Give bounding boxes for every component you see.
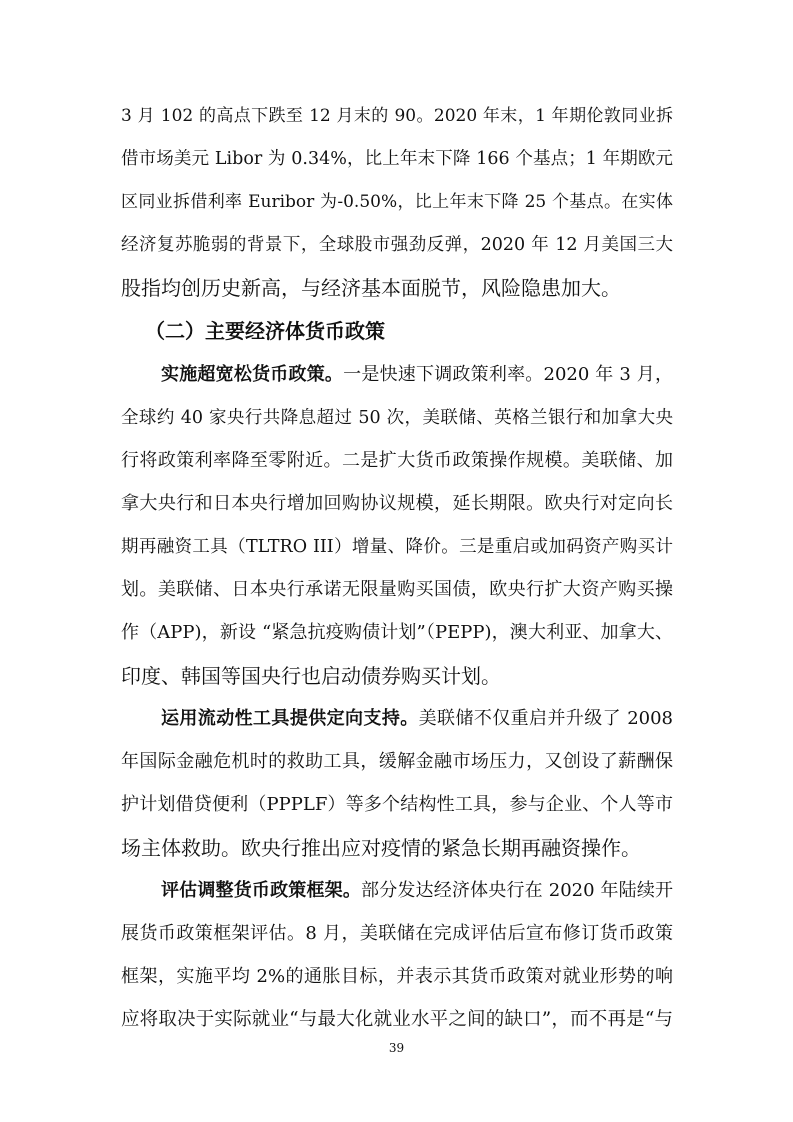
para2-line-1 bbox=[161, 362, 673, 388]
para4-line-4: 应将取决于实际就业“与最大化就业水平之间的缺口”，而不再是“与 bbox=[121, 1009, 673, 1030]
page-number: 39 bbox=[388, 1041, 405, 1055]
para3-lead: 运用流动性工具提供定向支持。 bbox=[161, 708, 419, 729]
para4-line-1 bbox=[161, 878, 673, 904]
para3-first-line-rest: 美联储不仅重启并升级了 2008 bbox=[418, 708, 673, 729]
para2-lead: 实施超宽松货币政策。 bbox=[161, 364, 344, 385]
para4-first-line-rest: 部分发达经济体央行在 2020 年陆续开 bbox=[361, 880, 673, 901]
para3-line-2: 年国际金融危机时的救助工具，缓解金融市场压力，又创设了薪酬保 bbox=[121, 751, 673, 772]
para2-line-7: 作（APP)，新设 “紧急抗疫购债计划”（PEPP)，澳大利亚、加拿大、 bbox=[121, 622, 673, 643]
para1-line-4: 经济复苏脆弱的背景下，全球股市强劲反弹，2020 年 12 月美国三大 bbox=[121, 235, 673, 255]
para4-line-3: 框架，实施平均 2%的通胀目标，并表示其货币政策对就业形势的响 bbox=[121, 966, 673, 987]
para2-line-5: 期再融资工具（TLTRO III）增量、降价。三是重启或加码资产购买计 bbox=[121, 537, 673, 557]
para3-line-3: 护计划借贷便利（PPPLF）等多个结构性工具，参与企业、个人等市 bbox=[121, 794, 673, 815]
para2-line-6: 划。美联储、日本央行承诺无限量购买国债，欧央行扩大资产购买操 bbox=[121, 579, 673, 600]
para2-first-line-rest: 一是快速下调政策利率。2020 年 3 月， bbox=[343, 364, 673, 385]
para4-lead: 评估调整货币政策框架。 bbox=[161, 880, 362, 901]
para2-line-3: 行将政策利率降至零附近。二是扩大货币政策操作规模。美联储、加 bbox=[121, 450, 673, 471]
para4-line-2: 展货币政策框架评估。8 月，美联储在完成评估后宣布修订货币政策 bbox=[121, 923, 673, 944]
para1-line-1: 3 月 102 的高点下跌至 12 月末的 90。2020 年末，1 年期伦敦同业拆 bbox=[121, 106, 673, 126]
para1-line-5: 股指均创历史新高，与经济基本面脱节，风险隐患加大。 bbox=[121, 276, 621, 300]
para3-line-1 bbox=[161, 706, 673, 732]
para2-line-8: 印度、韩国等国央行也启动债券购买计划。 bbox=[121, 664, 501, 688]
para2-line-4: 拿大央行和日本央行增加回购协议规模，延长期限。欧央行对定向长 bbox=[121, 493, 673, 514]
para1-line-3: 区同业拆借利率 Euribor 为-0.50%，比上年末下降 25 个基点。在实体 bbox=[121, 192, 673, 212]
para1-line-2: 借市场美元 Libor 为 0.34%，比上年末下降 166 个基点；1 年期欧元 bbox=[121, 149, 673, 169]
para2-line-2: 全球约 40 家央行共降息超过 50 次，美联储、英格兰银行和加拿大央 bbox=[121, 408, 673, 428]
para3-line-4: 场主体救助。欧央行推出应对疫情的紧急长期再融资操作。 bbox=[121, 836, 641, 860]
section-heading: （二）主要经济体货币政策 bbox=[145, 319, 385, 343]
